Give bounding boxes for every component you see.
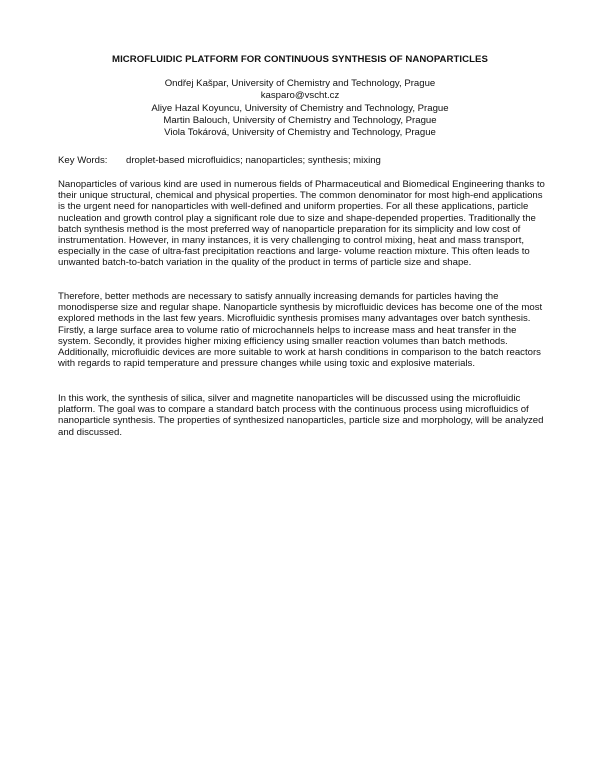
author-email: kasparo@vscht.cz <box>260 90 340 102</box>
author-block <box>0 78 600 139</box>
author-line: Martin Balouch, University of Chemistry and Technology, Prague <box>163 114 437 126</box>
author-line: Viola Tokárová, University of Chemistry and Technology, Prague <box>164 127 436 139</box>
author-line: Aliye Hazal Koyuncu, University of Chemistry and Technology, Prague <box>151 102 449 114</box>
keywords-list: droplet-based microfluidics; nanoparticles; synthesis; mixing <box>126 155 381 166</box>
paper-title: MICROFLUIDIC PLATFORM FOR CONTINUOUS SYNTHESIS OF NANOPARTICLES <box>112 54 488 65</box>
body-paragraph: In this work, the synthesis of silica, silver and magnetite nanoparticles will be discussed using the microfluidic platform. The goal was to compare a standard batch process with the continuous process using microfluidics of nanoparticle synthesis. The properties of synthesized nanoparticles, particle size and morphology, will be analyzed and discussed. <box>58 393 544 438</box>
keywords-label: Key Words: <box>58 155 108 166</box>
author-line: Ondřej Kašpar, University of Chemistry and Technology, Prague <box>164 78 436 89</box>
body-paragraph: Therefore, better methods are necessary to satisfy annually increasing demands for particles having the monodisperse size and regular shape. Nanoparticle synthesis by microfluidic devices has become one of the most explored methods in the last few years. Microfluidic synthesis promises many advantages over batch synthesis. Firstly, a large surface area to volume ratio of microchannels helps to increase mass and heat transfer in the system. Secondly, it provides higher mixing efficiency using smaller reaction volumes than batch methods. Additionally, microfluidic devices are more suitable to work at harsh conditions in comparison to the batch reactors with regards to rapid temperature and pressure changes while using toxic and explosive materials. <box>58 291 543 370</box>
body-paragraph: Nanoparticles of various kind are used in numerous fields of Pharmaceutical and Biomedical Engineering thanks to their unique structural, chemical and physical properties. The common denominator for most high-end applications is the urgent need for nanoparticles with well-defined and uniform properties. For all these applications, particle nucleation and growth control play a significant role due to size and shape-depended properties. Traditionally the batch synthesis method is the most preferred way of nanoparticle preparation for its simplicity and low cost of instrumentation. However, in many instances, it is very challenging to control mixing, heat and mass transport, especially in the case of ultra-fast precipitation reactions and large- volume reaction mixture. This often leads to unwanted batch-to-batch variation in the quality of the product in terms of particle size and shape. <box>58 179 545 269</box>
keywords-line <box>58 155 381 166</box>
